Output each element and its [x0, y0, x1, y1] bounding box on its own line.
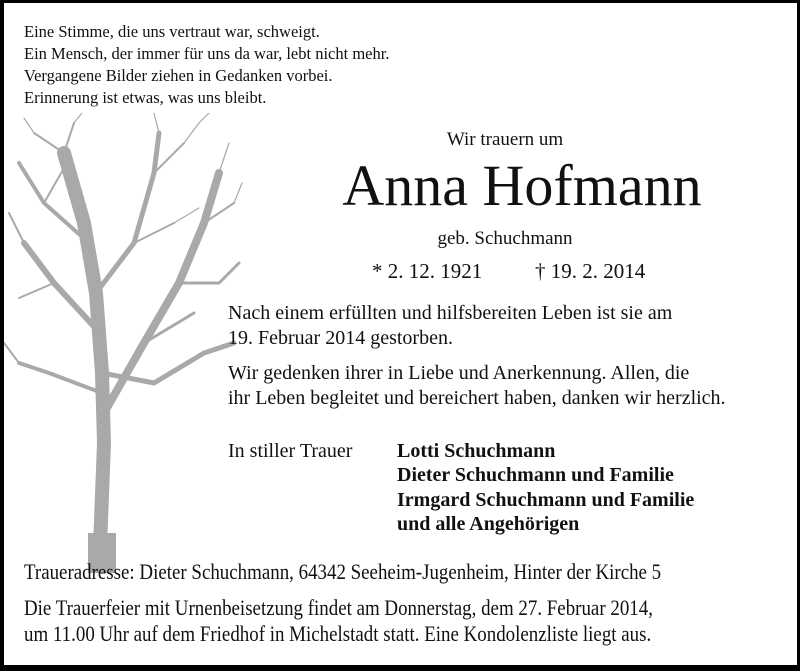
- paragraph-line: Nach einem erfüllten und hilfsbereiten Leben ist sie am: [228, 302, 673, 324]
- mourner: Lotti Schuchmann: [397, 440, 556, 462]
- paragraph-line: 19. Februar 2014 gestorben.: [228, 327, 453, 349]
- mourner: Irmgard Schuchmann und Familie: [397, 489, 695, 511]
- mourning-label: In stiller Trauer: [228, 440, 353, 462]
- ceremony-line: um 11.00 Uhr auf dem Friedhof in Michelstadt statt. Eine Kondolenzliste liegt aus.: [24, 621, 652, 646]
- funeral-address: Traueradresse: Dieter Schuchmann, 64342 Seeheim-Jugenheim, Hinter der Kirche 5: [24, 559, 662, 584]
- deceased-name: Anna Hofmann: [342, 153, 702, 218]
- birth-date: * 2. 12. 1921: [372, 259, 483, 283]
- poem-line: Ein Mensch, der immer für uns da war, lebt nicht mehr.: [24, 44, 390, 63]
- obituary-notice: [4, 3, 797, 665]
- ceremony-line: Die Trauerfeier mit Urnenbeisetzung findet am Donnerstag, dem 27. Februar 2014,: [24, 595, 653, 620]
- paragraph-line: ihr Leben begleitet und bereichert haben, danken wir herzlich.: [228, 387, 726, 409]
- death-date: † 19. 2. 2014: [535, 259, 646, 283]
- tree-illustration: [4, 113, 244, 573]
- intro-text: Wir trauern um: [446, 129, 564, 150]
- poem-line: Vergangene Bilder ziehen in Gedanken vorbei.: [24, 66, 333, 85]
- paragraph-line: Wir gedenken ihrer in Liebe und Anerkennung. Allen, die: [228, 362, 690, 384]
- mourner: Dieter Schuchmann und Familie: [397, 464, 674, 486]
- mourner: und alle Angehörigen: [397, 513, 580, 535]
- poem-line: Erinnerung ist etwas, was uns bleibt.: [24, 88, 267, 107]
- maiden-name: geb. Schuchmann: [437, 228, 573, 249]
- poem-line: Eine Stimme, die uns vertraut war, schweigt.: [24, 22, 320, 41]
